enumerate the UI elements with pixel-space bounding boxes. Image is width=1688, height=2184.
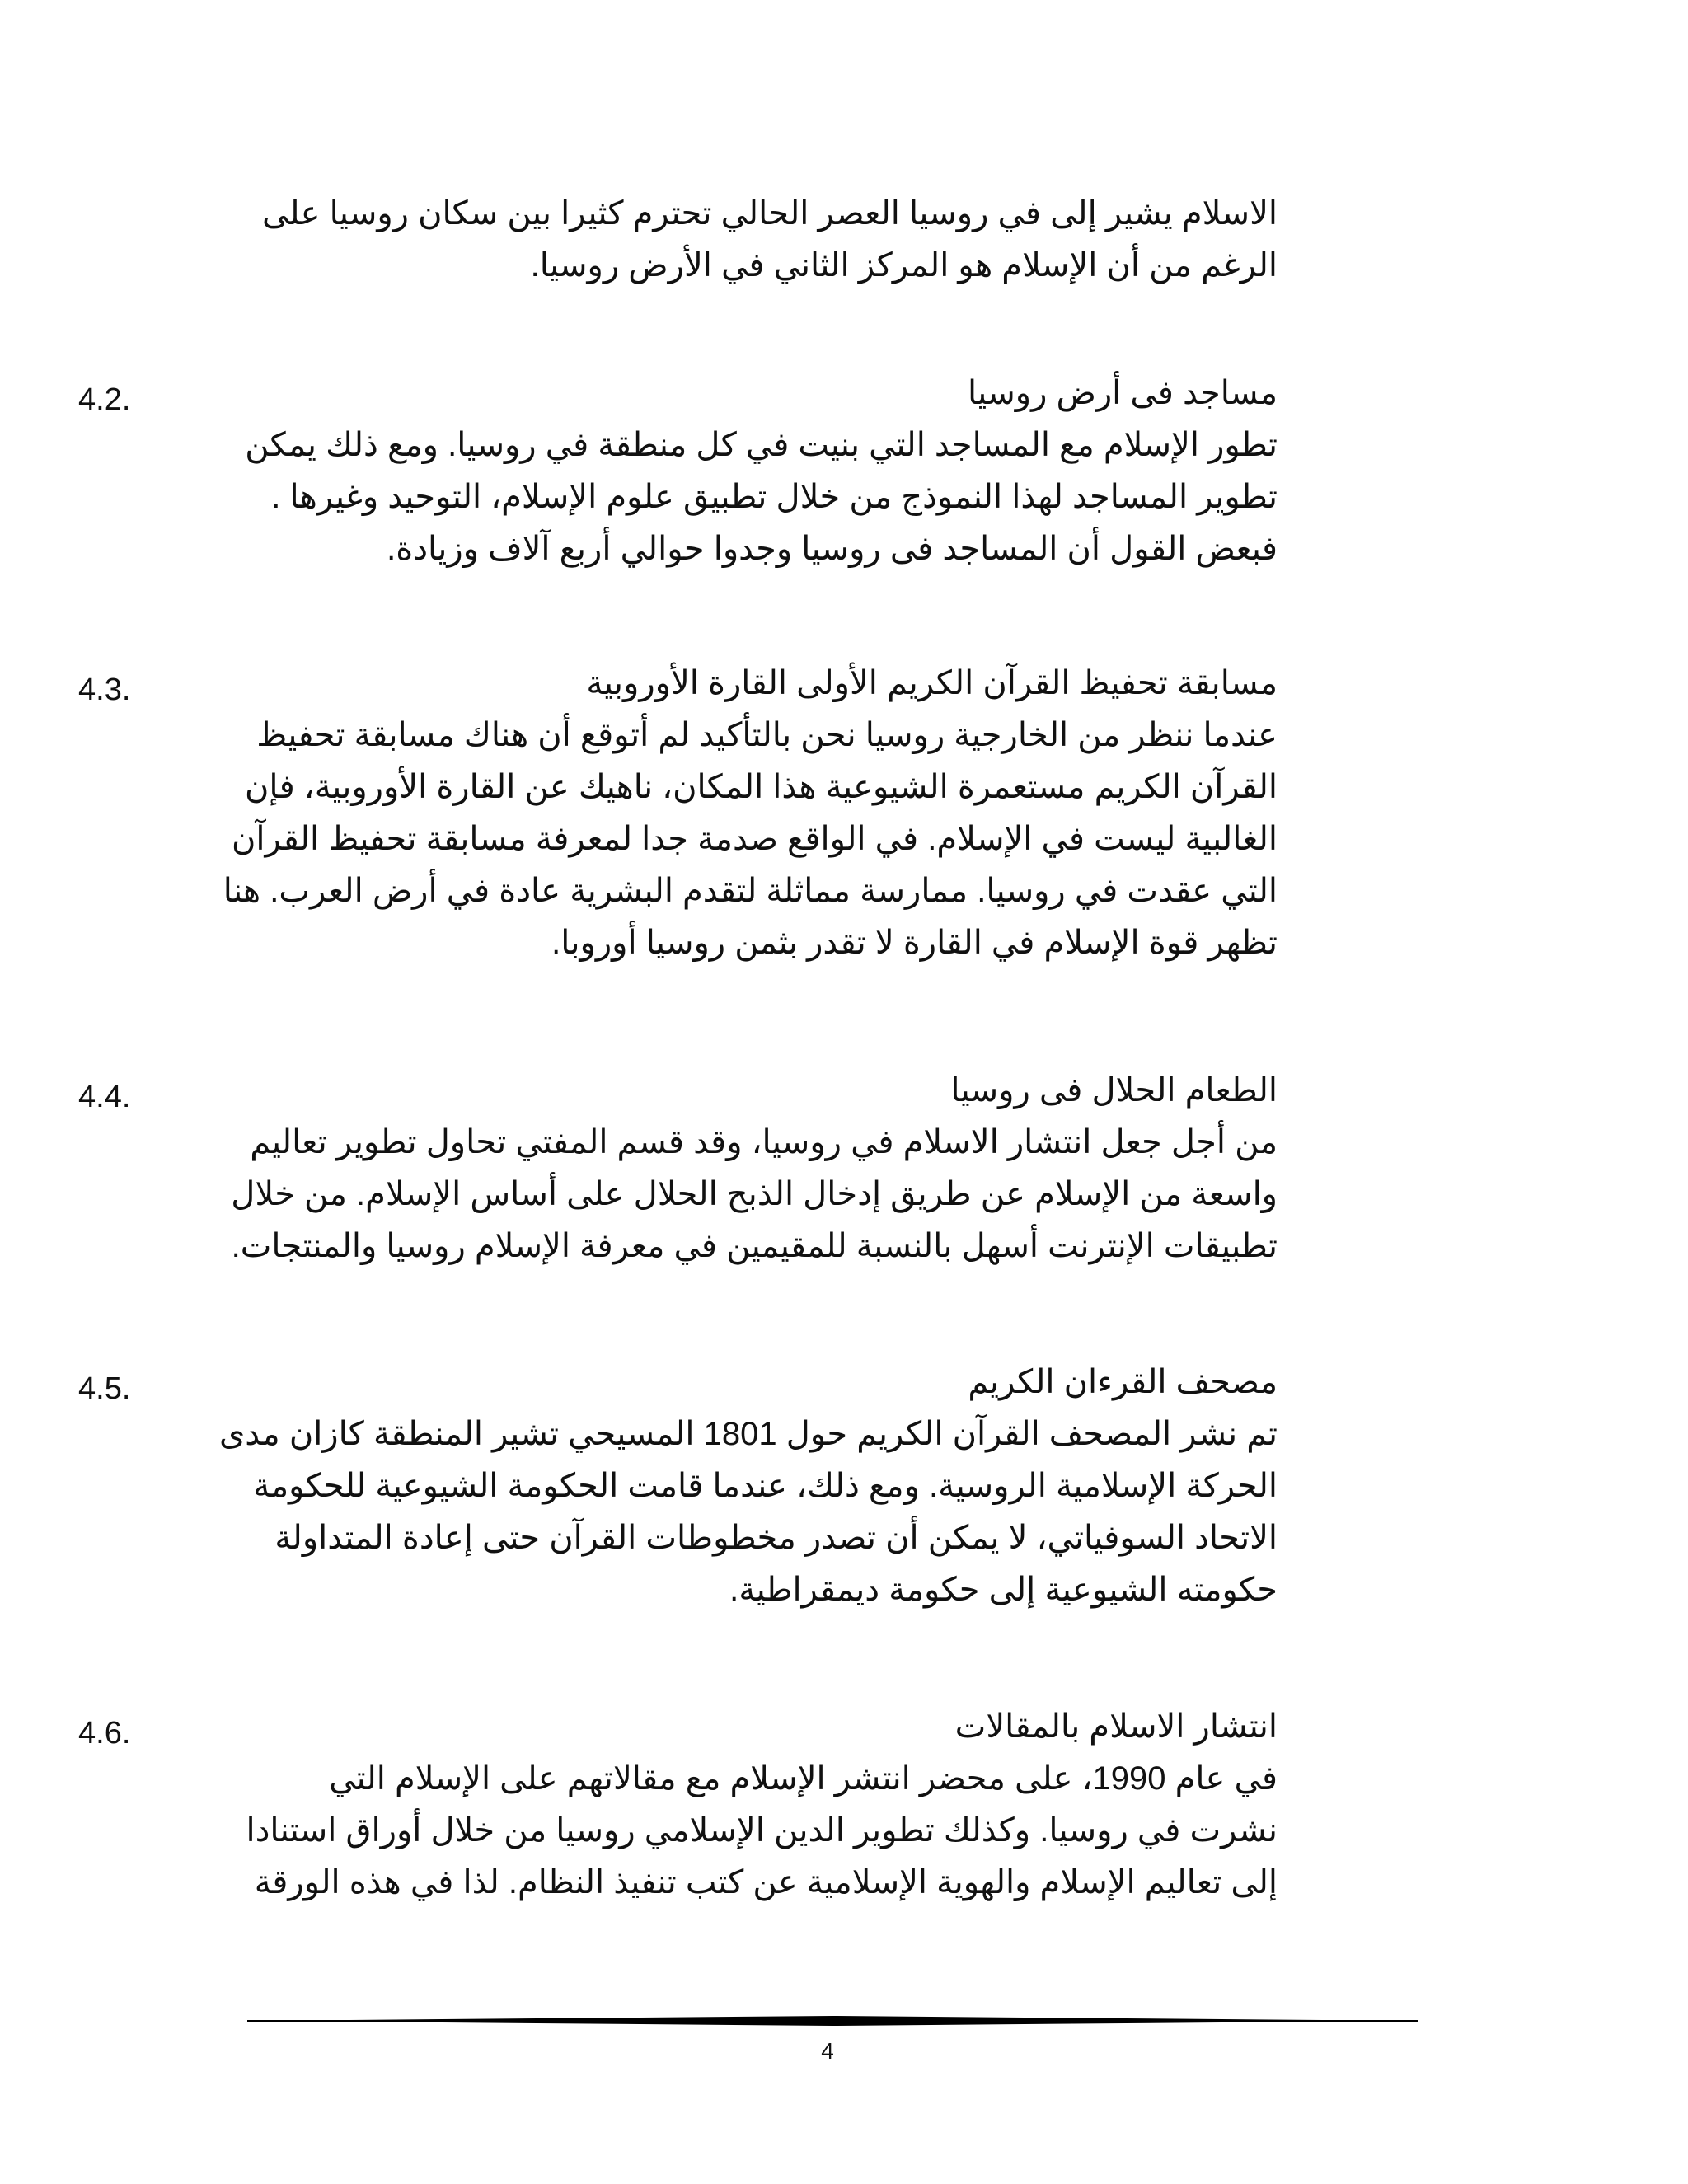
section-heading: مسابقة تحفيظ القرآن الكريم الأولى القارة الأوروبية [586, 665, 1278, 701]
page-number: 4 [821, 2038, 834, 2064]
section-4-4 [78, 1065, 1278, 1272]
section-number: 4.6. [78, 1716, 131, 1750]
intro-line: الاسلام يشير إلى في روسيا العصر الحالي تحترم كثيرا بين سكان روسيا على [262, 195, 1278, 232]
paragraph-line: الاتحاد السوفياتي، لا يمكن أن تصدر مخطوطات القرآن حتى إعادة المتداولة [274, 1520, 1278, 1556]
section-number: 4.4. [78, 1080, 131, 1114]
paragraph-line: واسعة من الإسلام عن طريق إدخال الذبح الحلال على أساس الإسلام. من خلال [231, 1176, 1278, 1212]
paragraph-line: الحركة الإسلامية الروسية. ومع ذلك، عندما قامت الحكومة الشيوعية للحكومة [253, 1468, 1278, 1504]
paragraph-line: تطبيقات الإنترنت أسهل بالنسبة للمقيمين في معرفة الإسلام روسيا والمنتجات. [231, 1228, 1278, 1264]
paragraph-line: فبعض القول أن المساجد فى روسيا وجدوا حوالي أربع آلاف وزيادة. [387, 531, 1278, 567]
footer-separator [247, 2016, 1418, 2026]
section-number: 4.2. [78, 382, 131, 417]
paragraph-line: في عام 1990، على محضر انتشر الإسلام مع مقالاتهم على الإسلام التي [329, 1760, 1278, 1797]
intro-line: الرغم من أن الإسلام هو المركز الثاني في الأرض روسيا. [530, 247, 1278, 284]
section-heading: مصحف القرءان الكريم [968, 1364, 1278, 1400]
intro-paragraph [198, 188, 1278, 292]
section-4-3 [78, 658, 1278, 969]
section-number: 4.3. [78, 673, 131, 707]
paragraph-line: إلى تعاليم الإسلام والهوية الإسلامية عن كتب تنفيذ النظام. لذا في هذه الورقة [254, 1864, 1278, 1900]
section-heading: مساجد فى أرض روسيا [967, 375, 1278, 411]
paragraph-line: تطوير المساجد لهذا النموذج من خلال تطبيق علوم الإسلام، التوحيد وغيرها . [271, 479, 1278, 515]
section-4-2 [78, 368, 1278, 575]
paragraph-line: حكومته الشيوعية إلى حكومة ديمقراطية. [729, 1572, 1278, 1608]
paragraph-line: القرآن الكريم مستعمرة الشيوعية هذا المكان، ناهيك عن القارة الأوروبية، فإن [245, 769, 1278, 805]
paragraph-line: نشرت في روسيا. وكذلك تطوير الدين الإسلامي روسيا من خلال أوراق استنادا [246, 1812, 1278, 1849]
section-number: 4.5. [78, 1371, 131, 1406]
section-heading: انتشار الاسلام بالمقالات [954, 1708, 1278, 1745]
paragraph-line: التي عقدت في روسيا. ممارسة مماثلة لتقدم البشرية عادة في أرض العرب. هنا [223, 873, 1278, 909]
paragraph-line: تظهر قوة الإسلام في القارة لا تقدر بثمن روسيا أوروبا. [551, 925, 1278, 961]
paragraph-line: من أجل جعل انتشار الاسلام في روسيا، وقد قسم المفتي تحاول تطوير تعاليم [250, 1124, 1278, 1160]
section-4-6 [78, 1701, 1278, 1909]
paragraph-line: عندما ننظر من الخارجية روسيا نحن بالتأكيد لم أتوقع أن هناك مسابقة تحفيظ [256, 717, 1278, 753]
section-heading: الطعام الحلال فى روسيا [950, 1072, 1278, 1108]
paragraph-line: الغالبية ليست في الإسلام. في الواقع صدمة جدا لمعرفة مسابقة تحفيظ القرآن [232, 821, 1278, 857]
paragraph-line: تطور الإسلام مع المساجد التي بنيت في كل منطقة في روسيا. ومع ذلك يمكن [245, 427, 1278, 463]
section-4-5 [78, 1357, 1278, 1616]
paragraph-line: تم نشر المصحف القرآن الكريم حول 1801 المسيحي تشير المنطقة كازان مدى [218, 1416, 1278, 1452]
